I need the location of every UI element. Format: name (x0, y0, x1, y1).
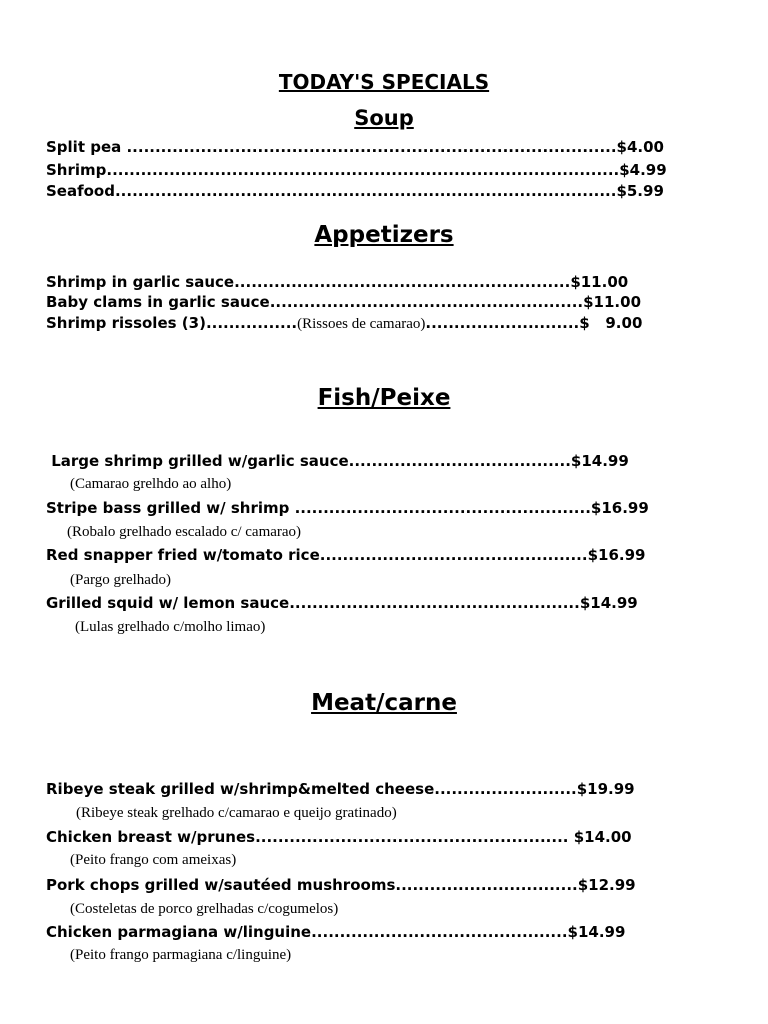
item-translation: (Rissoes de camarao) (297, 316, 426, 332)
item-leader-dots: ................................ (395, 876, 578, 894)
item-leader-dots: ........................................................................................ (114, 182, 617, 200)
item-price: $14.99 (579, 594, 638, 612)
item-price: $14.99 (570, 452, 629, 470)
item-name: Red snapper fried w/tomato rice (46, 546, 320, 564)
item-name: Shrimp rissoles (3) (46, 314, 206, 332)
fish-item-translation: (Camarao grelhdo ao alho) (70, 476, 232, 492)
meat-item-translation: (Peito frango parmagiana c/linguine) (70, 947, 292, 963)
item-price: $19.99 (576, 780, 635, 798)
fish-item-translation: (Lulas grelhado c/molho limao) (75, 619, 266, 635)
item-leader-dots: ....................................................... (255, 828, 569, 846)
item-leader-dots: ........................... (425, 314, 580, 332)
item-price: $5.99 (616, 182, 664, 200)
appetizer-item-baby-clams (46, 293, 641, 311)
soup-item-seafood (46, 182, 664, 200)
item-price: $16.99 (590, 499, 649, 517)
item-price: $ 9.00 (579, 314, 643, 332)
item-leader-dots: ......................... (434, 780, 577, 798)
item-price: $11.00 (570, 273, 629, 291)
appetizers-heading: Appetizers (314, 222, 454, 248)
item-leader-dots: ....................................... (348, 452, 571, 470)
fish-item-translation: (Pargo grelhado) (70, 572, 171, 588)
fish-item-large-shrimp (46, 452, 629, 470)
item-price: $4.00 (616, 138, 664, 156)
item-leader-dots: .......................................................................................... (106, 161, 620, 179)
menu-title: TODAY'S SPECIALS (278, 70, 490, 94)
meat-item-pork-chops (46, 876, 636, 894)
item-price: $14.00 (568, 828, 632, 846)
item-name: Chicken breast w/prunes (46, 828, 256, 846)
item-name: Grilled squid w/ lemon sauce (46, 594, 290, 612)
item-leader-dots: .................................................... (294, 499, 591, 517)
item-leader-dots: ...................................................................................... (126, 138, 617, 156)
meat-item-chicken-breast (46, 828, 632, 846)
meat-item-translation: (Ribeye steak grelhado c/camarao e queijo gratinado) (76, 805, 397, 821)
item-price: $16.99 (587, 546, 646, 564)
soup-item-split-pea (46, 138, 664, 156)
meat-heading: Meat/carne (311, 690, 457, 716)
item-name: Ribeye steak grilled w/shrimp&melted cheese (46, 780, 435, 798)
soup-heading: Soup (354, 106, 414, 130)
fish-item-grilled-squid (46, 594, 638, 612)
fish-item-red-snapper (46, 546, 645, 564)
item-price: $12.99 (577, 876, 636, 894)
appetizer-item-shrimp-rissoles (46, 314, 642, 333)
meat-item-chicken-parmagiana (46, 923, 625, 941)
item-leader-dots: ................ (205, 314, 298, 332)
item-name: Stripe bass grilled w/ shrimp (46, 499, 295, 517)
item-price: $4.99 (619, 161, 667, 179)
item-name: Split pea (46, 138, 127, 156)
item-leader-dots: ............................................. (311, 923, 568, 941)
meat-item-ribeye (46, 780, 635, 798)
item-name: Shrimp in garlic sauce (46, 273, 235, 291)
item-name: Shrimp (46, 161, 107, 179)
fish-item-translation: (Robalo grelhado escalado c/ camarao) (67, 524, 302, 540)
item-leader-dots: ........................................................... (234, 273, 571, 291)
appetizer-item-shrimp-garlic (46, 273, 628, 291)
item-price: $11.00 (583, 293, 642, 311)
item-name: Baby clams in garlic sauce (46, 293, 270, 311)
soup-item-shrimp (46, 161, 667, 179)
item-name: Large shrimp grilled w/garlic sauce (46, 452, 349, 470)
item-name: Pork chops grilled w/sautéed mushrooms (46, 876, 396, 894)
meat-item-translation: (Costeletas de porco grelhadas c/cogumelos) (70, 901, 339, 917)
fish-item-stripe-bass (46, 499, 649, 517)
item-leader-dots: ............................................... (319, 546, 588, 564)
item-name: Chicken parmagiana w/linguine (46, 923, 312, 941)
item-name: Seafood (46, 182, 115, 200)
meat-item-translation: (Peito frango com ameixas) (70, 852, 237, 868)
item-price: $14.99 (567, 923, 626, 941)
item-leader-dots: ....................................................... (269, 293, 584, 311)
item-leader-dots: ................................................... (289, 594, 580, 612)
fish-heading: Fish/Peixe (317, 385, 451, 411)
